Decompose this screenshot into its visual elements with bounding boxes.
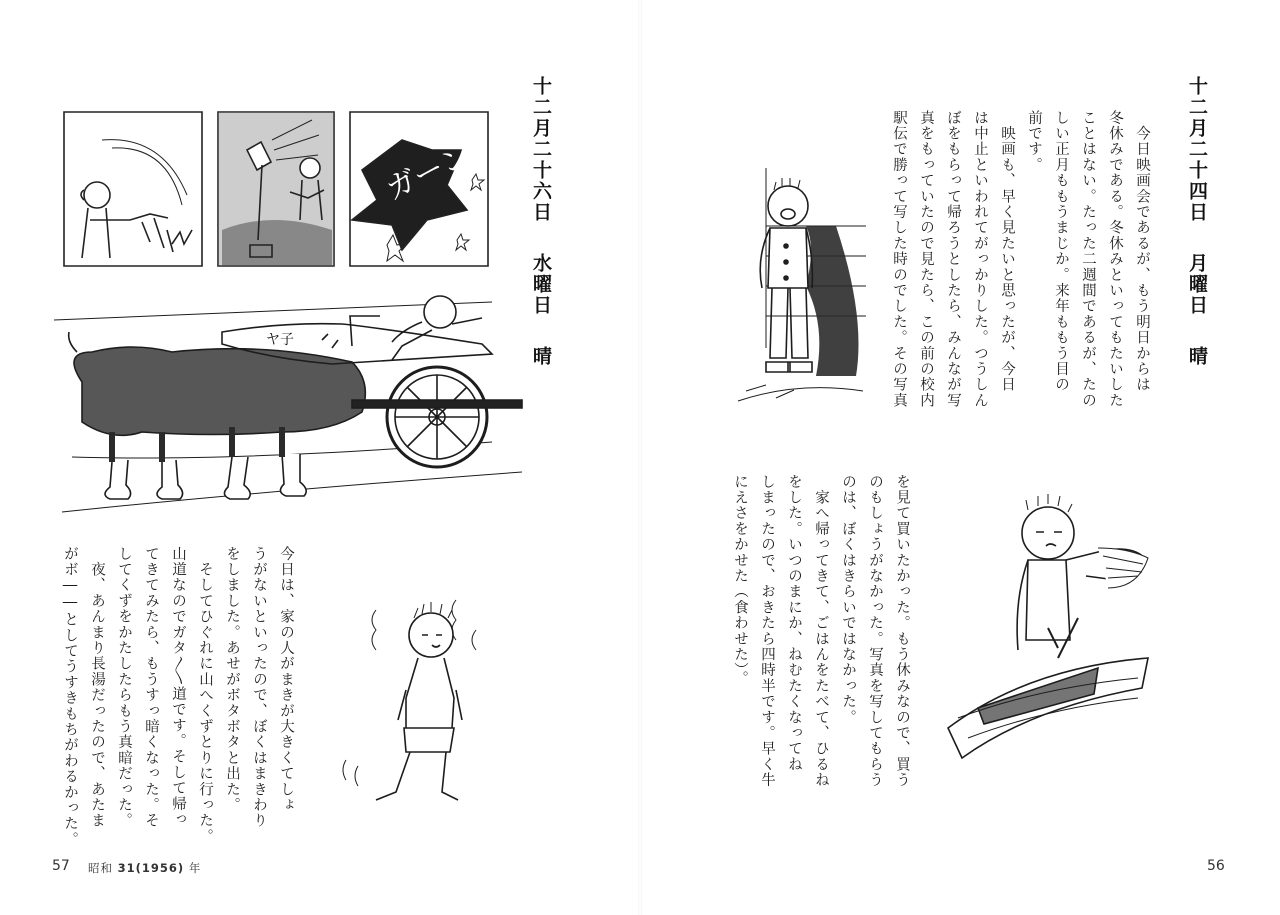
entry-weather: 晴 (530, 346, 552, 367)
entry-weekday: 月曜日 (1186, 253, 1208, 316)
text-line: 冬休みである。冬休みといってもたいした (1107, 110, 1123, 409)
entry-heading-dec26 (528, 76, 555, 367)
text-line: しまったので、おきたら四時半です。早く牛 (759, 474, 775, 788)
text-line: 家へ帰ってきて、ごはんをたべて、ひるね (813, 474, 829, 788)
text-line: を見て買いたかった。もう休みなので、買う (894, 474, 910, 788)
page-number: 57 (52, 858, 70, 874)
boy-after-bath-illustration (336, 590, 486, 810)
entry-date: 十二月二十四日 (1186, 76, 1208, 223)
text-line: 今日は、家の人がまきが大きくてしょ (278, 546, 294, 813)
page-number: 56 (1207, 858, 1225, 874)
text-line: をしました。あせがボタボタと出た。 (224, 546, 240, 813)
cart-label: ヤ子 (266, 332, 294, 348)
text-line: 真をもっていたので見たら、この前の校内 (918, 110, 934, 409)
text-line: のもしょうがなかった。写真を写してもらう (867, 474, 883, 788)
comic-sound-effect: ガーン (380, 137, 477, 208)
text-line: 前です。 (1026, 110, 1042, 173)
text-line: がボ――としてうすきもちがわるかった。 (62, 546, 78, 848)
entry-weekday: 水曜日 (530, 253, 552, 316)
running-head-western-year: (1956) (135, 861, 185, 875)
text-line: うがないといったので、ぼくはまきわり (251, 546, 267, 829)
text-line: そしてひぐれに山へくずとりに行った。 (197, 546, 213, 845)
text-line: をした。いつのまにか、ねむたくなってね (786, 474, 802, 773)
running-head (88, 860, 201, 876)
text-line: ことはない。たった二週間であるが、たの (1080, 110, 1096, 409)
running-head-suffix: 年 (188, 861, 202, 875)
text-line: 映画も、早く見たいと思ったが、今日 (999, 110, 1015, 393)
text-line: 今日映画会であるが、もう明日からは (1134, 110, 1150, 393)
text-line: のは、ぼくはきらいではなかった。 (840, 474, 856, 726)
running-head-era: 昭和 (88, 861, 113, 875)
entry-heading-dec24 (1184, 76, 1211, 367)
text-line: 山道なのでガタ〳〵道です。そして帰っ (170, 546, 186, 828)
text-line: してくずをかたしたらもう真暗だった。 (116, 546, 132, 829)
boy-standing-illustration (736, 166, 866, 411)
text-line: てきてみたら、もうすっ暗くなった。そ (143, 546, 159, 829)
text-line: にえさをかせた（食わせた）。 (732, 474, 748, 687)
text-line: 夜、あんまり長湯だったので、あたま (89, 546, 105, 829)
ox-cart-illustration (52, 282, 530, 522)
right-page (640, 0, 1280, 915)
running-head-era-year: 31 (117, 861, 136, 875)
entry-weather: 晴 (1186, 346, 1208, 367)
text-line: しい正月ももうまじか。来年ももう目の (1053, 110, 1069, 393)
boy-chopping-illustration (938, 488, 1158, 778)
comic-strip-illustration (62, 110, 477, 270)
text-line: ぼをもらって帰ろうとしたら、みんなが写 (945, 110, 961, 409)
text-line: は中止といわれてがっかりした。つうしん (972, 110, 988, 409)
entry-date: 十二月二十六日 (530, 76, 552, 223)
text-line: 駅伝で勝って写した時のでした。その写真 (891, 110, 907, 409)
